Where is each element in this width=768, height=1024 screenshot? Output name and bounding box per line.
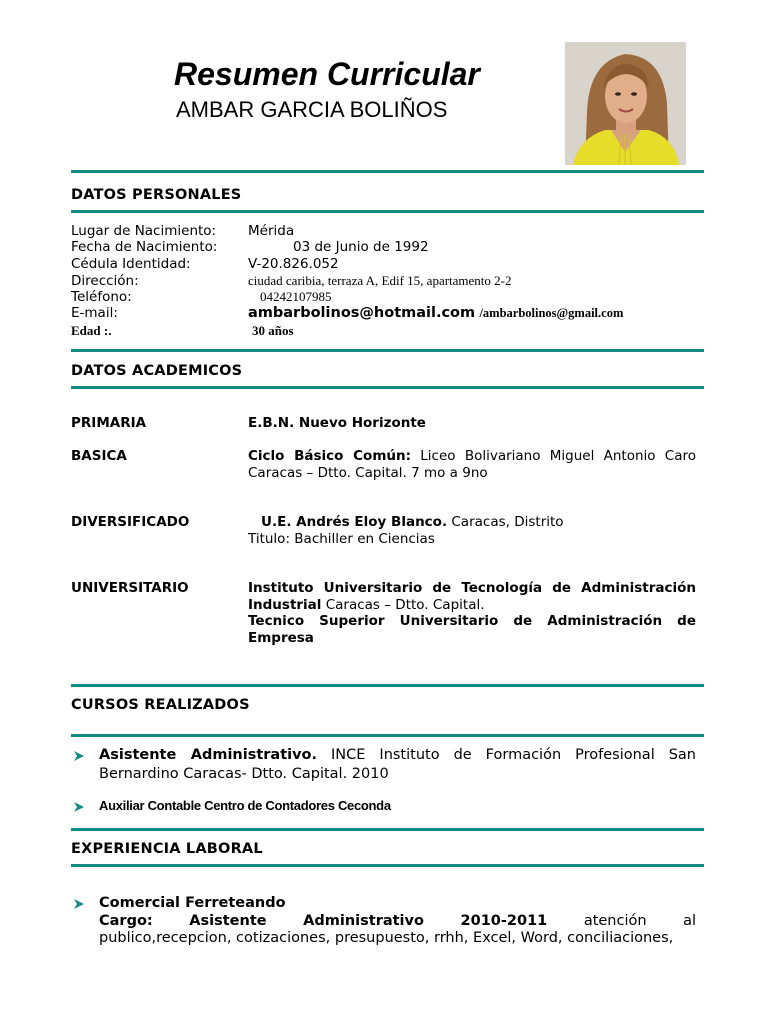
universitario-institution: Instituto Universitario de Tecnología de Administración Industrial: [248, 580, 696, 613]
diversificado-institution: U.E. Andrés Eloy Blanco.: [261, 514, 448, 530]
cargo-role-2: Administrativo: [303, 912, 424, 929]
universitario-detail: Caracas – Dtto. Capital.: [321, 596, 485, 613]
arrow-bullet-icon: [72, 800, 86, 814]
arrow-bullet-icon: [72, 897, 86, 911]
section-rule: [71, 684, 704, 687]
section-rule: [71, 210, 704, 213]
email-label: E-mail:: [71, 305, 118, 321]
experience-company: Comercial Ferreteando: [99, 895, 286, 911]
basica-detail: Liceo Bolivariano Miguel Antonio Caro Caracas – Dtto. Capital. 7 mo a 9no: [248, 448, 696, 481]
experience-item-1: [99, 895, 696, 948]
diversificado-title: Titulo: Bachiller en Ciencias: [248, 530, 435, 547]
phone-value: 04242107985: [260, 289, 332, 304]
course-1-name: Asistente Administrativo.: [99, 747, 318, 763]
section-rule: [71, 349, 704, 352]
universitario-label: UNIVERSITARIO: [71, 580, 189, 596]
birthplace-value: Mérida: [248, 223, 295, 239]
arrow-bullet-icon: [72, 749, 86, 763]
diversificado-detail: Caracas, Distrito: [447, 514, 564, 530]
birthplace-label: Lugar de Nacimiento:: [71, 223, 217, 239]
portrait-image: [565, 42, 686, 165]
address-value: ciudad caribia, terraza A, Edif 15, apartamento 2-2: [248, 273, 512, 288]
age-value: 30 años: [252, 323, 294, 338]
course-1-detail: INCE Instituto de Formación Profesional San Bernardino Caracas- Dtto. Capital. 2010: [99, 747, 696, 782]
experience-cargo-line: [99, 913, 696, 931]
course-item-2: Auxiliar Contable Centro de Contadores Ceconda: [99, 798, 391, 813]
diversificado-value: [248, 514, 696, 547]
email-secondary: /ambarbolinos@gmail.com: [479, 306, 624, 320]
section-title-personal: DATOS PERSONALES: [71, 187, 242, 203]
section-rule: [71, 734, 704, 737]
age-label: Edad :.: [71, 323, 112, 338]
address-label: Dirección:: [71, 273, 139, 289]
page-title: Resumen Curricular: [174, 56, 480, 92]
phone-label: Teléfono:: [71, 289, 132, 305]
cargo-desc-1: atención: [583, 912, 647, 929]
id-label: Cédula Identidad:: [71, 256, 191, 272]
email-value: [248, 305, 623, 322]
universitario-value: [248, 580, 696, 646]
basica-institution: Ciclo Básico Común:: [248, 448, 412, 464]
cargo-years: 2010-2011: [460, 912, 548, 929]
primaria-label: PRIMARIA: [71, 415, 147, 431]
email-primary: ambarbolinos@hotmail.com: [248, 305, 476, 321]
profile-photo: [565, 42, 686, 165]
section-rule: [71, 386, 704, 389]
birthdate-value: 03 de Junio de 1992: [293, 239, 429, 255]
section-rule: [71, 170, 704, 173]
id-value: V-20.826.052: [248, 256, 339, 272]
section-title-academic: DATOS ACADEMICOS: [71, 363, 243, 379]
birthdate-label: Fecha de Nacimiento:: [71, 239, 218, 255]
basica-value: [248, 448, 696, 481]
primaria-value: E.B.N. Nuevo Horizonte: [248, 415, 426, 431]
section-title-courses: CURSOS REALIZADOS: [71, 697, 250, 713]
cargo-desc-2: al: [683, 912, 697, 929]
course-item-1: [99, 746, 696, 784]
section-rule: [71, 828, 704, 831]
cargo-role: Asistente: [189, 912, 267, 929]
candidate-name: AMBAR GARCIA BOLIÑOS: [176, 97, 448, 122]
basica-label: BASICA: [71, 448, 127, 464]
experience-duties: publico,recepcion, cotizaciones, presupuesto, rrhh, Excel, Word, conciliaciones,: [99, 930, 674, 946]
diversificado-label: DIVERSIFICADO: [71, 514, 190, 530]
section-rule: [71, 864, 704, 867]
section-title-experience: EXPERIENCIA LABORAL: [71, 841, 263, 857]
universitario-degree: Tecnico Superior Universitario de Administración de Empresa: [248, 613, 696, 646]
cargo-label: Cargo:: [99, 912, 153, 929]
